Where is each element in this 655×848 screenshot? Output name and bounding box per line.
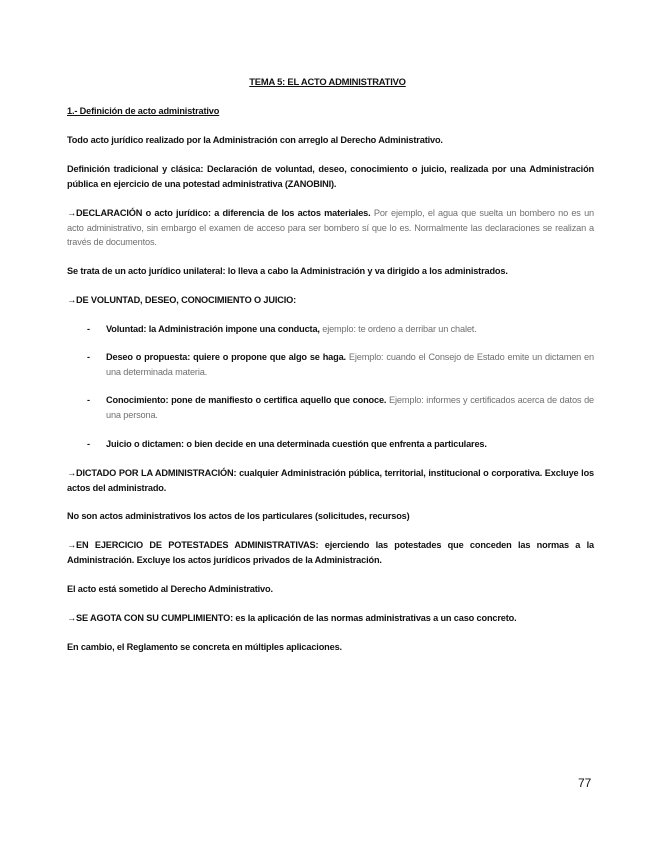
paragraph-11: En cambio, el Reglamento se concreta en múltiples aplicaciones. (67, 642, 342, 652)
paragraph-7: No son actos administrativos los actos de los particulares (solicitudes, recursos) (67, 511, 410, 521)
list-item-lead: Conocimiento: pone de manifiesto o certifica aquello que conoce. (106, 395, 387, 405)
list-dash: - (87, 324, 90, 334)
list-dash: - (87, 439, 90, 449)
paragraph-5: →DE VOLUNTAD, DESEO, CONOCIMIENTO O JUICIO: (67, 295, 297, 305)
paragraph-3-example: Por ejemplo, el agua que suelta un bombero no es un acto administrativo, sin embargo el examen de acceso para ser bombero sí que lo es. Normalmente las declaraciones se realizan a través de documentos. (67, 208, 594, 247)
list-item-lead: Voluntad: la Administración impone una conducta, (106, 324, 320, 334)
page-number: 77 (578, 776, 592, 790)
list-item (87, 322, 594, 337)
list-item-example: ejemplo: te ordeno a derribar un chalet. (319, 324, 477, 334)
list-item-example: Ejemplo: informes y certificados acerca de datos de una persona. (106, 395, 594, 420)
list-dash: - (87, 352, 90, 362)
paragraph-3 (67, 206, 594, 250)
paragraph-3-lead: →DECLARACIÓN o acto jurídico: a diferencia de los actos materiales. (67, 208, 371, 218)
paragraph-8: →EN EJERCICIO DE POTESTADES ADMINISTRATIVAS: ejerciendo las potestades que conceden las normas a la Administración. Excluye los actos jurídicos privados de la Administración. (67, 540, 594, 565)
list-item-example: Ejemplo: cuando el Consejo de Estado emite un dictamen en una determinada materia. (106, 352, 594, 377)
list-item-lead: Juicio o dictamen: o bien decide en una determinada cuestión que enfrenta a particulares. (106, 439, 487, 449)
paragraph-2: Definición tradicional y clásica: Declaración de voluntad, deseo, conocimiento o juicio, realizada por una Administración pública en ejercicio de una potestad administrativa (ZANOBINI). (67, 164, 594, 189)
paragraph-10: →SE AGOTA CON SU CUMPLIMIENTO: es la aplicación de las normas administrativas a un caso concreto. (67, 613, 517, 623)
paragraph-4: Se trata de un acto jurídico unilateral: lo lleva a cabo la Administración y va dirigido a los administrados. (67, 266, 508, 276)
list-item (87, 350, 594, 379)
list-item (87, 437, 594, 452)
paragraph-9: El acto está sometido al Derecho Administrativo. (67, 584, 273, 594)
list-item (87, 393, 594, 422)
list-dash: - (87, 395, 90, 405)
section-heading: 1.- Definición de acto administrativo (67, 106, 220, 116)
paragraph-1: Todo acto jurídico realizado por la Administración con arreglo al Derecho Administrativo. (67, 135, 443, 145)
list-item-lead: Deseo o propuesta: quiere o propone que algo se haga. (106, 352, 346, 362)
page-title: TEMA 5: EL ACTO ADMINISTRATIVO (249, 76, 406, 87)
paragraph-6: →DICTADO POR LA ADMINISTRACIÓN: cualquier Administración pública, territorial, institucional o corporativa. Excluye los actos del administrado. (67, 468, 594, 493)
